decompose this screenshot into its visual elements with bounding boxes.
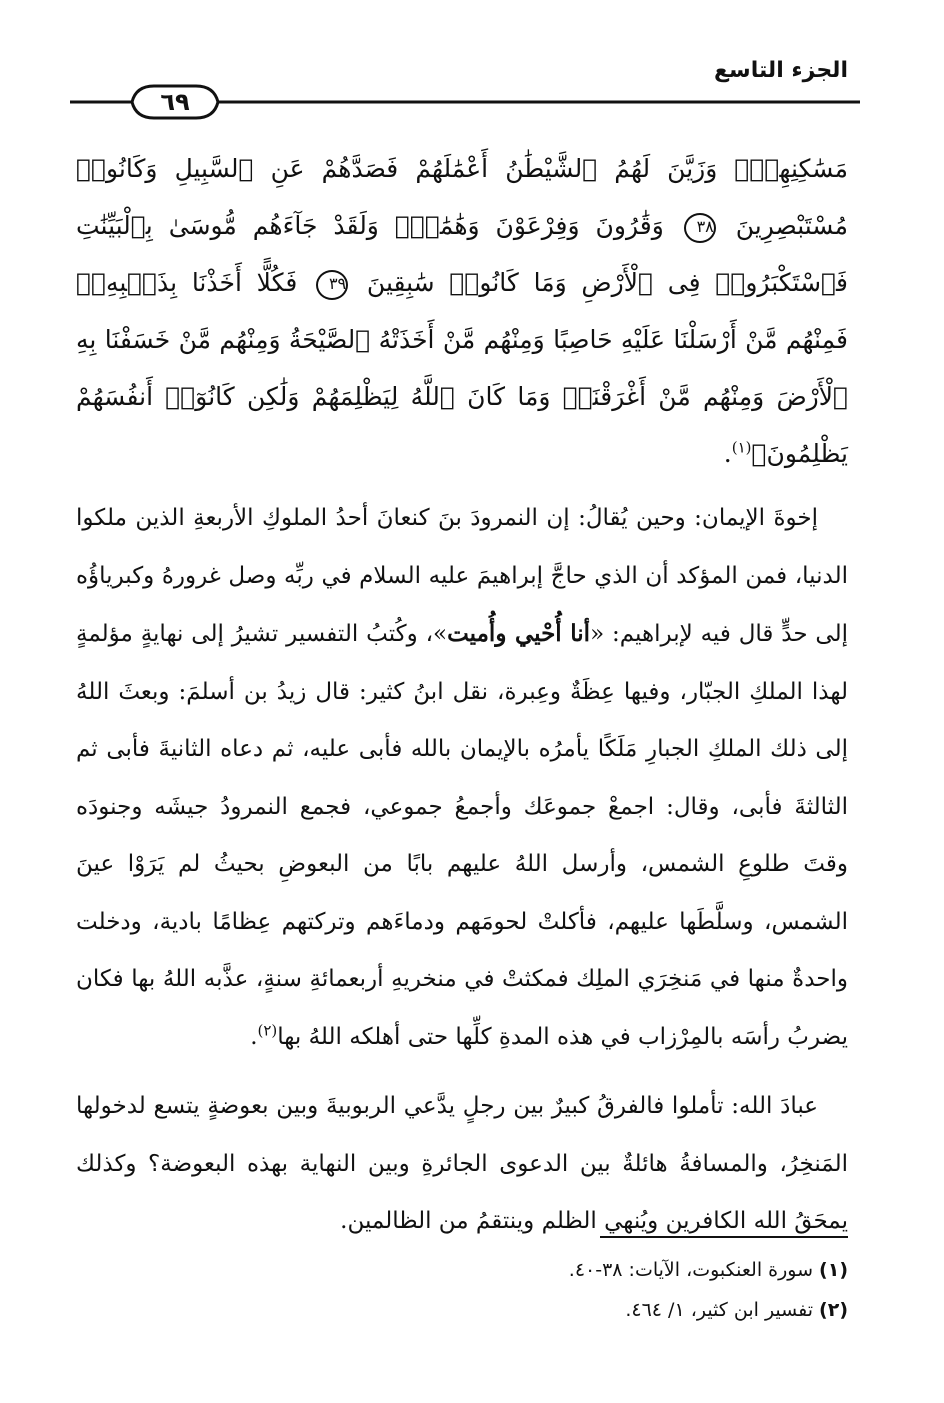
paragraph-text: إخوةَ الإيمان: وحين يُقالُ: إن النمرودَ بنَ كنعانَ أحدُ الملوكِ الأربعةِ الذين ملكوا الدنيا، فمن المؤكد أن الذي حاجَّ إبراهيمَ عليه السلام في ربِّه وصل غرورهُ وكبرياؤُه إلى حدٍّ قال فيه لإبراهيم: « — [76, 505, 849, 647]
bold-quote: أنا أُحْيي وأُميت — [447, 620, 591, 647]
paragraph: عبادَ الله: تأملوا فالفرقُ كبيرٌ بين رجلٍ يدَّعي الربوبيةَ وبين بعوضةٍ يتسع لدخولها المَنخِرُ، والمسافةُ هائلةٌ بين الدعوى الجائرةِ وبين النهاية بهذه البعوضة؟ وكذلك يمحَقُ الله الكافرين ويُنهي الظلم وينتقمُ من الظالمين. — [76, 1093, 848, 1234]
quran-segment: وَقَٰرُونَ وَفِرْعَوْنَ وَهَٰمَٰنَۖ وَلَقَدْ جَآءَهُم مُّوسَىٰ بِٱلْبَيِّنَٰتِ فَٱسْتَكْبَرُوا۟ فِى ٱلْأَرْضِ وَمَا كَانُوا۟ سَٰبِقِينَ — [76, 211, 848, 297]
sentence-end: . — [723, 439, 732, 468]
footnote — [76, 1290, 848, 1330]
quran-segment: فَكُلًّا أَخَذْنَا بِذَنۢبِهِۦۖ فَمِنْهُم مَّنْ أَرْسَلْنَا عَلَيْهِ حَاصِبًا وَمِنْهُم مَّنْ أَخَذَتْهُ ٱلصَّيْحَةُ وَمِنْهُم مَّنْ خَسَفْنَا بِهِ ٱلْأَرْضَ وَمِنْهُم مَّنْ أَغْرَقْنَاۚ وَمَا كَانَ ٱللَّهُ لِيَظْلِمَهُمْ وَلَٰكِن كَانُوٓا۟ أَنفُسَهُمْ يَظْلِمُونَ﴾ — [76, 268, 848, 468]
footnotes — [76, 1250, 848, 1330]
footnote-separator — [600, 1236, 848, 1238]
ayah-number-mark: ٣٨ — [684, 213, 716, 243]
footnote-number: (٢) — [819, 1299, 848, 1321]
footnote-text: سورة العنكبوت، الآيات: ٣٨-٤٠. — [568, 1259, 814, 1281]
page-body — [76, 140, 848, 1251]
paragraph-text: »، وكُتبُ التفسير تشيرُ إلى نهايةٍ مؤلمةٍ لهذا الملكِ الجبّار، وفيها عِظَةٌ وعِبرة، نقل ابنُ كثير: قال زيدُ بن أسلمَ: وبعثَ اللهُ إلى ذلك الملكِ الجبارِ مَلَكًا يأمرُه بالإيمان بالله فأبى عليه، ثم دعاه الثانيةَ فأبى ثم الثالثةَ فأبى، وقال: اجمعْ جموعَك وأجمعُ جموعي، فجمع النمرودُ جيشَه وجنودَه وقتَ طلوعِ الشمس، وأرسل اللهُ عليهم بابًا من البعوضِ بحيثُ لم يَرَوْا عينَ الشمس، وسلَّطَها عليهم، فأكلتْ لحومَهم ودماءَهم وتركتهم عِظامًا بادية، ودخلت واحدةٌ منها في مَنخِرَي الملِك فمكثتْ في منخريهِ أربعمائةِ سنةٍ، عذَّبه اللهُ بها فكان يضربُ رأسَه بالمِرْزاب في هذه المدةِ كلِّها حتى أهلكه اللهُ بها — [76, 621, 848, 1050]
quran-passage — [76, 140, 848, 482]
ayah-number-mark: ٣٩ — [316, 270, 348, 300]
running-head: الجزء التاسع — [714, 58, 848, 83]
sentence-end: . — [250, 1023, 258, 1050]
paragraph — [76, 490, 848, 1066]
footnote-reference: (٢) — [257, 1020, 278, 1039]
footnote-text: تفسير ابن كثير، ١/ ٤٦٤. — [625, 1299, 814, 1321]
quran-segment: مَسَٰكِنِهِمْۖ وَزَيَّنَ لَهُمُ ٱلشَّيْطَٰنُ أَعْمَٰلَهُمْ فَصَدَّهُمْ عَنِ ٱلسَّبِيلِ وَكَانُوا۟ مُسْتَبْصِرِينَ — [76, 154, 848, 240]
page-number: ٦٩ — [160, 88, 190, 116]
footnote-number: (١) — [819, 1259, 848, 1281]
footnote — [76, 1250, 848, 1290]
footnote-reference: (١) — [731, 438, 752, 457]
